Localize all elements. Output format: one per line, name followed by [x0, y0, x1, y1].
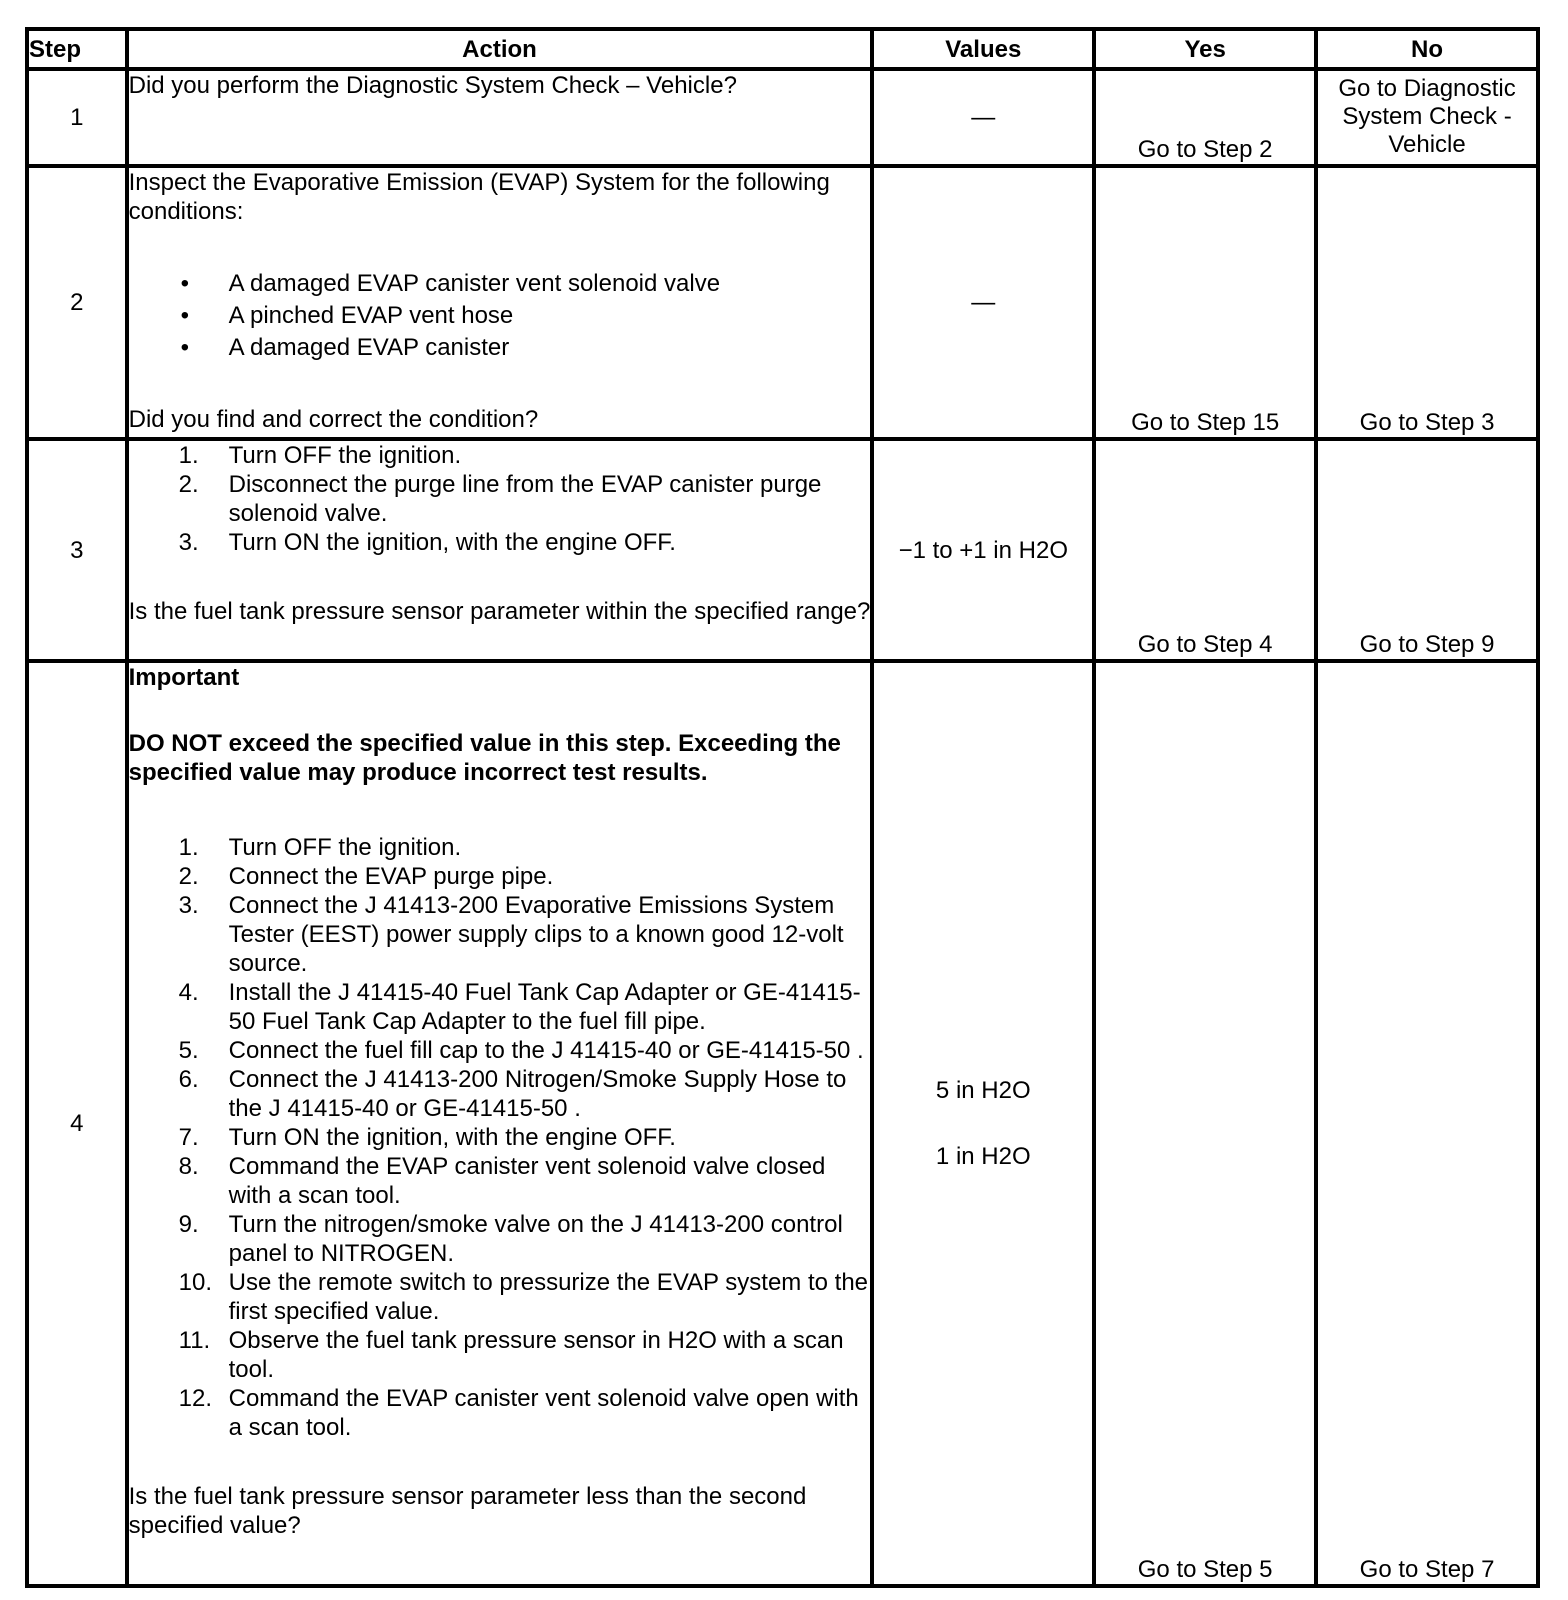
list-item: 2. Connect the EVAP purge pipe.	[178, 863, 554, 890]
list-item: 1. Turn OFF the ignition.	[178, 442, 462, 469]
no-cell: Go to Step 7	[1316, 661, 1538, 1586]
list-item: 4. Install the J 41415-40 Fuel Tank Cap Adapter or GE-41415-50 Fuel Tank Cap Adapter to the fuel fill pipe.	[178, 979, 861, 1035]
step-number: 4	[27, 661, 127, 1586]
list-item: 11. Observe the fuel tank pressure sensor in H2O with a scan tool.	[178, 1327, 844, 1383]
action-cell	[127, 439, 873, 661]
intro-text: Inspect the Evaporative Emission (EVAP) System for the following conditions:	[128, 169, 830, 225]
step-number: 2	[27, 166, 127, 439]
list-item: 3. Turn ON the ignition, with the engine OFF.	[178, 529, 676, 556]
value-cell	[872, 661, 1094, 1586]
value-cell: —	[872, 69, 1094, 166]
header-step: Step	[27, 29, 127, 69]
value-first: 5 in H2O	[935, 1077, 1031, 1104]
value-cell: −1 to +1 in H2O	[872, 439, 1094, 661]
header-values: Values	[872, 29, 1094, 69]
list-item: • A damaged EVAP canister vent solenoid valve	[129, 269, 871, 298]
header-yes: Yes	[1094, 29, 1316, 69]
diagnostic-table	[25, 27, 1540, 1588]
no-cell: Go to Diagnostic System Check - Vehicle	[1316, 69, 1538, 166]
important-text: DO NOT exceed the specified value in this step. Exceeding the specified value may produce incorrect test results.	[128, 730, 841, 786]
table-row	[27, 439, 1538, 661]
step-number: 1	[27, 69, 127, 166]
list-item: 2. Disconnect the purge line from the EVAP canister purge solenoid valve.	[178, 471, 822, 527]
list-item: 3. Connect the J 41413-200 Evaporative Emissions System Tester (EEST) power supply clips to a known good 12-volt source.	[178, 892, 844, 977]
question-text: Is the fuel tank pressure sensor parameter within the specified range?	[128, 598, 871, 625]
table-row	[27, 661, 1538, 1586]
important-label: Important	[128, 664, 240, 691]
yes-cell: Go to Step 15	[1094, 166, 1316, 439]
no-cell: Go to Step 3	[1316, 166, 1538, 439]
list-item: 1. Turn OFF the ignition.	[178, 834, 462, 861]
value-cell: —	[872, 166, 1094, 439]
list-item: • A pinched EVAP vent hose	[129, 301, 871, 330]
list-item: 7. Turn ON the ignition, with the engine OFF.	[178, 1124, 676, 1151]
list-item: 8. Command the EVAP canister vent solenoid valve closed with a scan tool.	[178, 1153, 826, 1209]
list-item: 9. Turn the nitrogen/smoke valve on the J 41413-200 control panel to NITROGEN.	[178, 1211, 843, 1267]
procedure-list	[129, 833, 871, 1442]
question-text: Is the fuel tank pressure sensor parameter less than the second specified value?	[128, 1483, 807, 1539]
header-no: No	[1316, 29, 1538, 69]
action-cell	[127, 69, 873, 166]
action-cell	[127, 661, 873, 1586]
list-item: 6. Connect the J 41413-200 Nitrogen/Smoke Supply Hose to the J 41415-40 or GE-41415-50 .	[178, 1066, 847, 1122]
no-cell: Go to Step 9	[1316, 439, 1538, 661]
yes-cell: Go to Step 2	[1094, 69, 1316, 166]
question-text: Did you perform the Diagnostic System Check – Vehicle?	[128, 72, 737, 99]
table-row	[27, 69, 1538, 166]
procedure-list	[129, 441, 871, 557]
step-number: 3	[27, 439, 127, 661]
yes-cell: Go to Step 5	[1094, 661, 1316, 1586]
header-row	[27, 29, 1538, 69]
action-cell	[127, 166, 873, 439]
yes-cell: Go to Step 4	[1094, 439, 1316, 661]
value-second: 1 in H2O	[935, 1143, 1031, 1170]
header-action: Action	[127, 29, 873, 69]
question-text: Did you find and correct the condition?	[128, 406, 539, 433]
list-item: 10. Use the remote switch to pressurize the EVAP system to the first specified value.	[178, 1269, 869, 1325]
list-item: 12. Command the EVAP canister vent solenoid valve open with a scan tool.	[178, 1385, 859, 1441]
list-item: • A damaged EVAP canister	[129, 333, 871, 362]
list-item: 5. Connect the fuel fill cap to the J 41415-40 or GE-41415-50 .	[178, 1037, 864, 1064]
condition-list	[129, 269, 871, 362]
table-row	[27, 166, 1538, 439]
